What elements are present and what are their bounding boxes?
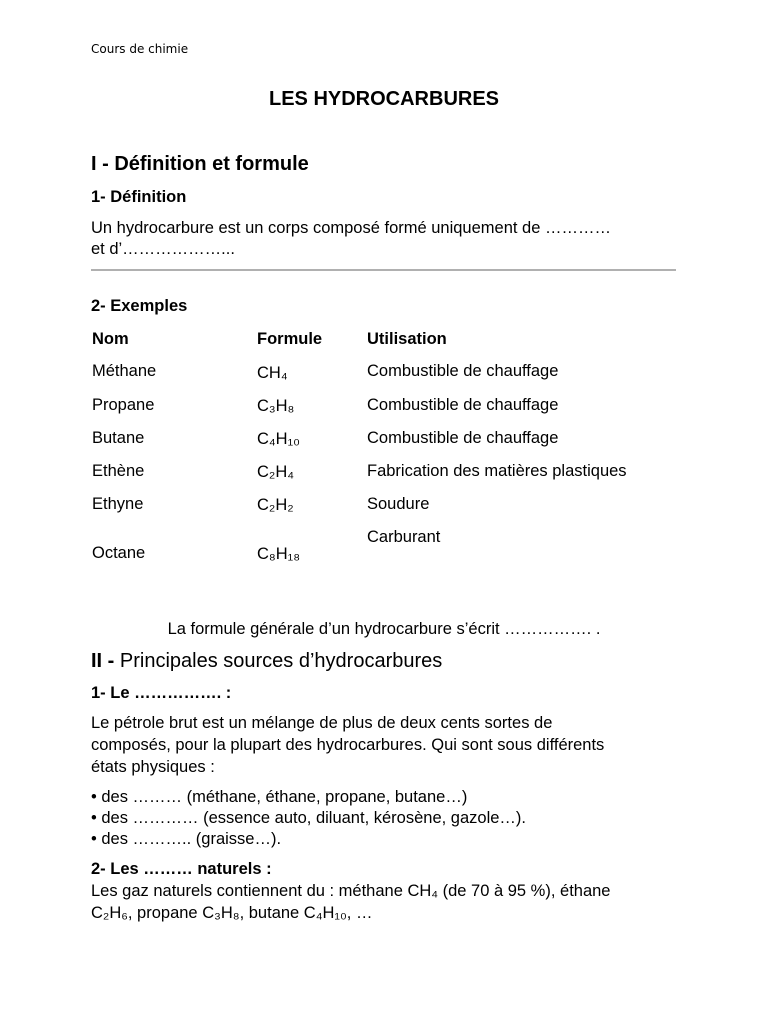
bullet-item: • des ……….. (graisse…). xyxy=(91,830,282,848)
row-formule: C₄H₁₀ xyxy=(257,430,300,448)
definition-heading: 1- Définition xyxy=(91,188,187,206)
row-utilisation: Soudure xyxy=(367,495,430,513)
row-utilisation: Combustible de chauffage xyxy=(367,396,559,414)
row-utilisation: Combustible de chauffage xyxy=(367,429,559,447)
row-utilisation: Fabrication des matières plastiques xyxy=(367,462,627,480)
section2-heading-prefix: II - xyxy=(91,650,115,672)
petrole-para-line: composés, pour la plupart des hydrocarbures. Qui sont sous différents xyxy=(91,736,605,754)
row-nom: Ethène xyxy=(92,462,145,480)
row-nom: Méthane xyxy=(92,362,157,380)
header-note: Cours de chimie xyxy=(91,42,189,56)
row-formule: CH₄ xyxy=(257,364,288,382)
definition-line-1: Un hydrocarbure est un corps composé formé uniquement de ………… xyxy=(91,219,611,237)
bullet-item: • des ……… (méthane, éthane, propane, butane…) xyxy=(91,788,468,806)
row-formule: C₂H₄ xyxy=(257,463,294,481)
row-utilisation: Carburant xyxy=(367,528,441,546)
column-header-utilisation: Utilisation xyxy=(367,330,447,348)
examples-heading: 2- Exemples xyxy=(91,297,188,315)
bullet-item: • des ………… (essence auto, diluant, kérosène, gazole…). xyxy=(91,809,526,827)
gaz-line: Les gaz naturels contiennent du : méthane CH₄ (de 70 à 95 %), éthane xyxy=(91,882,611,900)
row-nom: Butane xyxy=(92,429,145,447)
horizontal-rule xyxy=(91,269,676,271)
definition-line-2: et d’………………... xyxy=(91,240,235,258)
petrole-para-line: états physiques : xyxy=(91,758,215,776)
row-formule: C₃H₈ xyxy=(257,397,295,415)
row-utilisation: Combustible de chauffage xyxy=(367,362,559,380)
column-header-nom: Nom xyxy=(92,330,129,348)
general-formula-line: La formule générale d’un hydrocarbure s’écrit ……………. . xyxy=(167,620,601,638)
gaz-line: C₂H₆, propane C₃H₈, butane C₄H₁₀, … xyxy=(91,904,373,922)
row-nom: Propane xyxy=(92,396,155,414)
row-nom: Ethyne xyxy=(92,495,144,513)
petrole-heading: 1- Le ……………. : xyxy=(91,684,232,702)
row-nom: Octane xyxy=(92,544,146,562)
petrole-para-line: Le pétrole brut est un mélange de plus de deux cents sortes de xyxy=(91,714,553,732)
column-header-formule: Formule xyxy=(257,330,323,348)
document-title: LES HYDROCARBURES xyxy=(268,88,500,110)
row-formule: C₈H₁₈ xyxy=(257,545,301,563)
section2-heading xyxy=(91,650,442,673)
section2-heading-text: Principales sources d’hydrocarbures xyxy=(114,650,443,672)
row-formule: C₂H₂ xyxy=(257,496,294,514)
gaz-heading: 2- Les ……… naturels : xyxy=(91,860,272,878)
section1-heading: I - Définition et formule xyxy=(91,153,309,175)
